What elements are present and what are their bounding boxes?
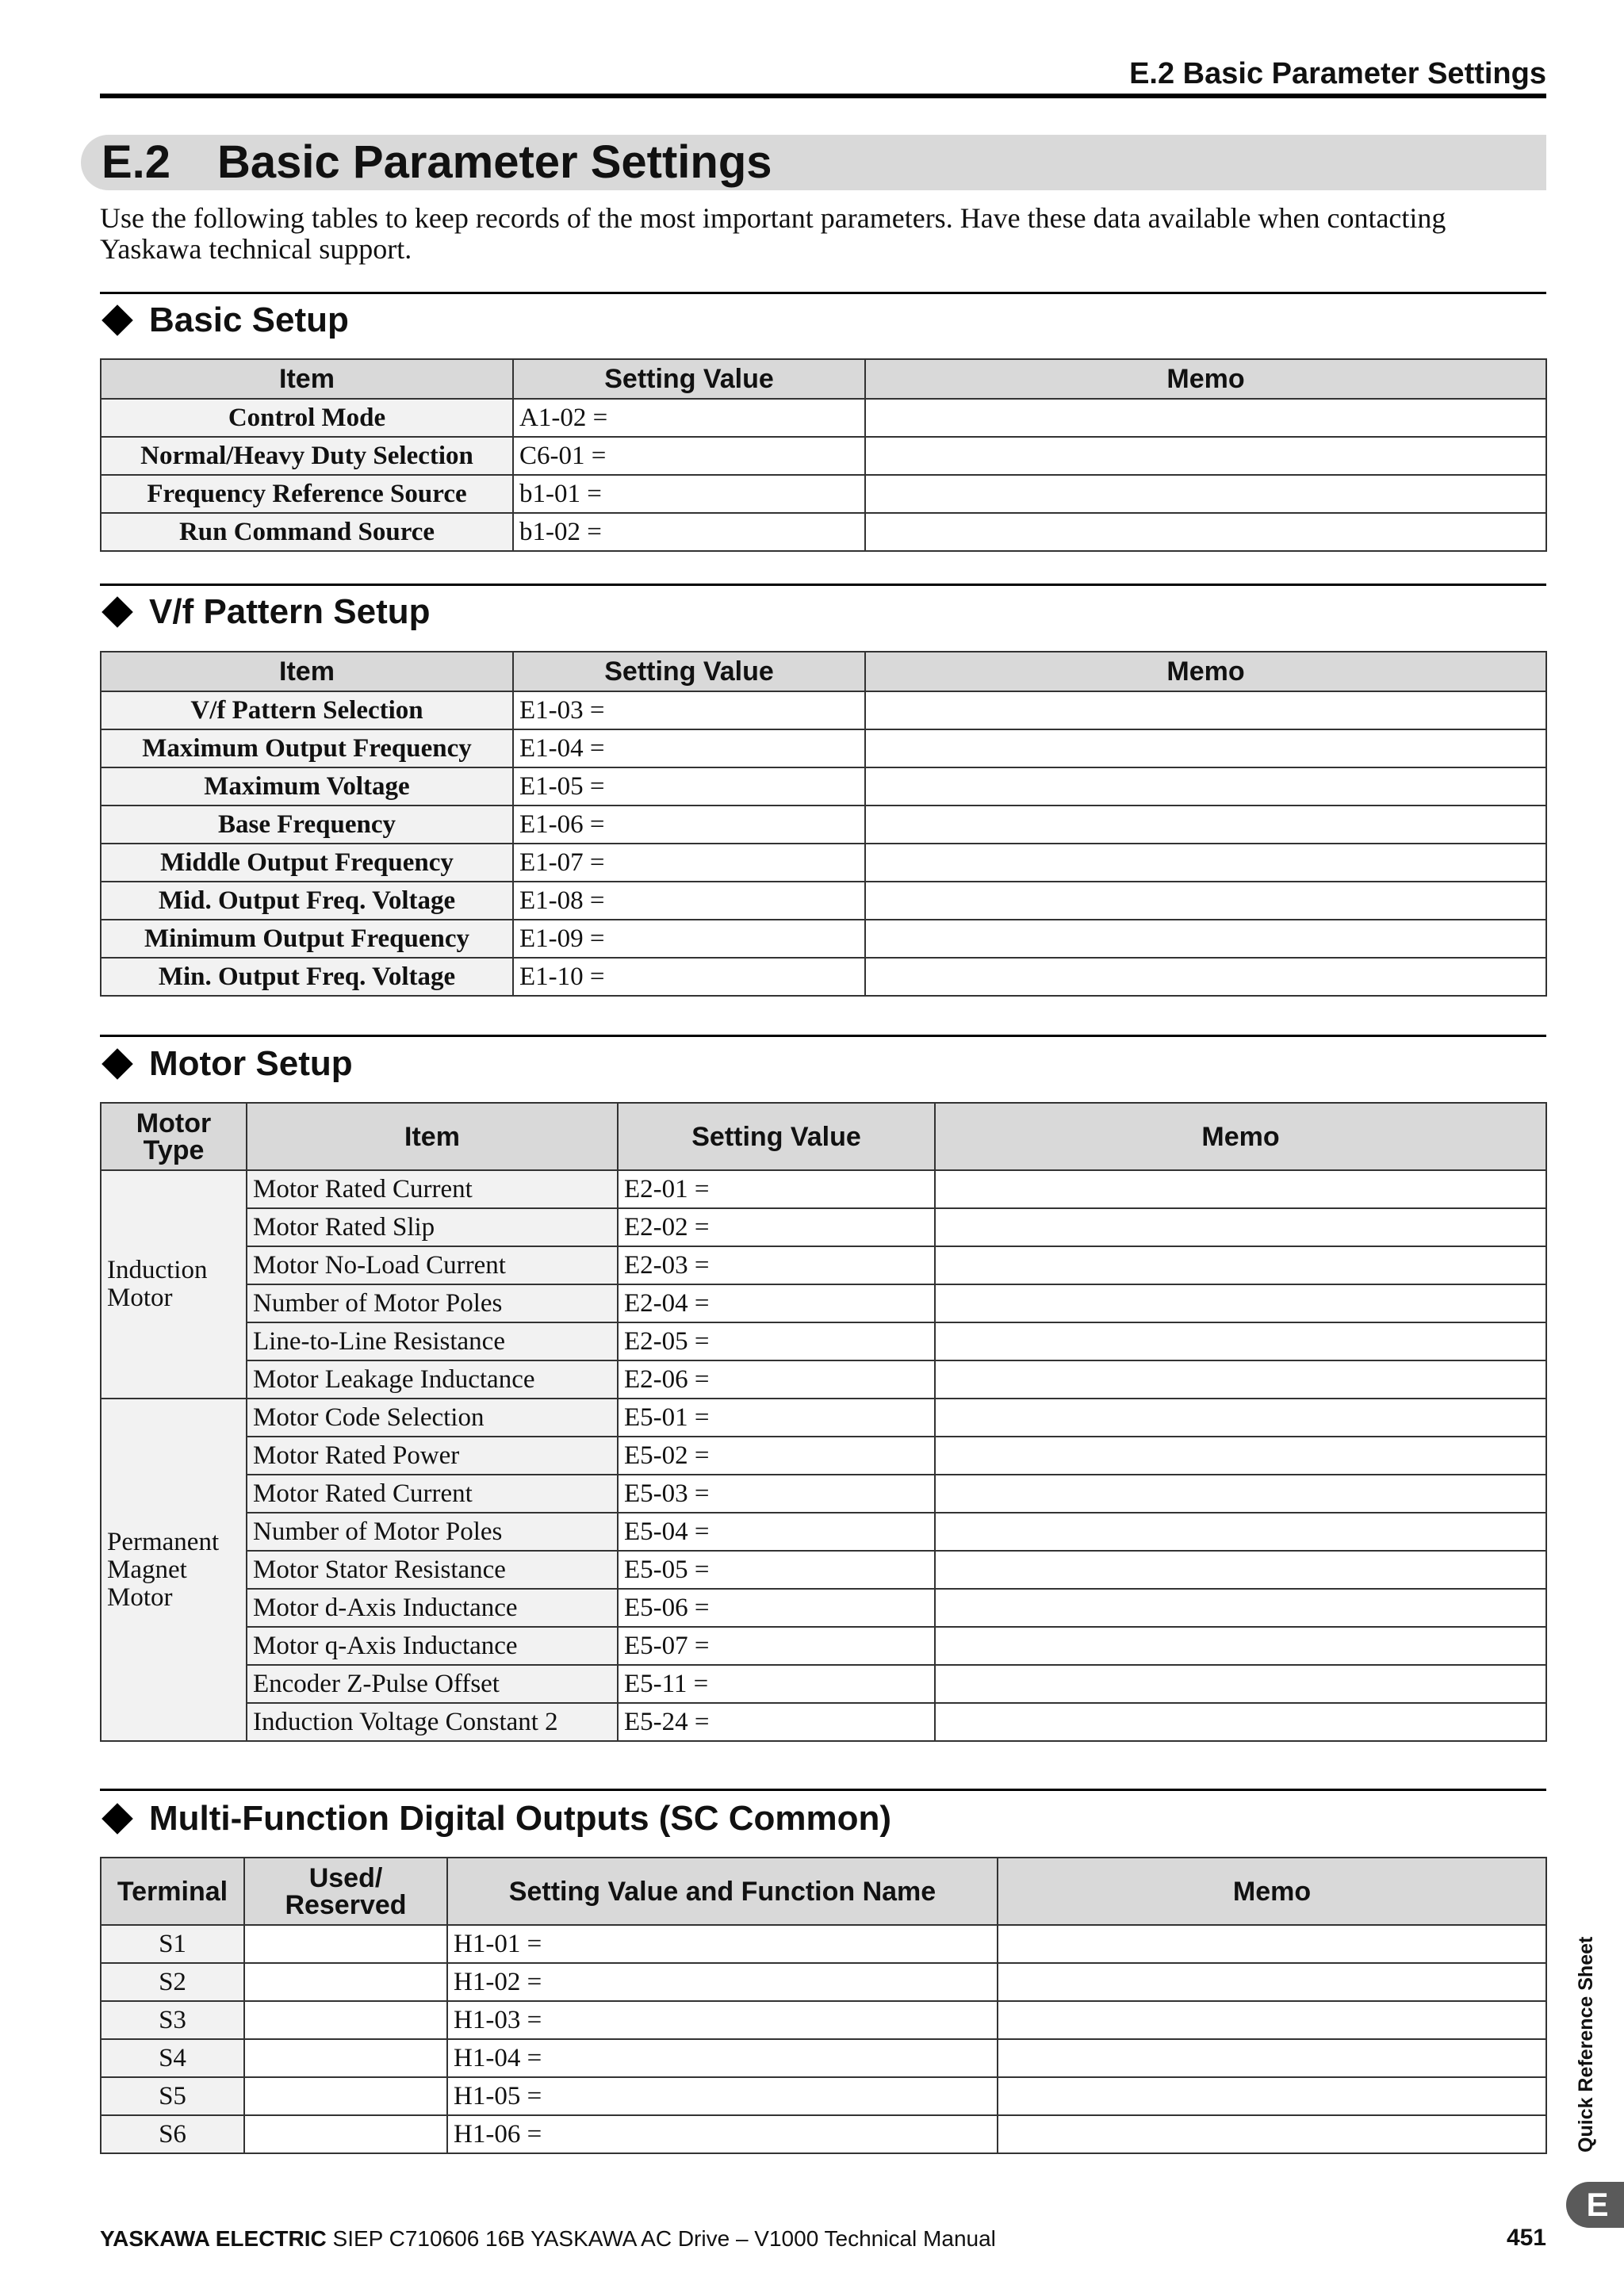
terminal-cell: S5 bbox=[101, 2077, 244, 2115]
memo-field[interactable] bbox=[935, 1208, 1546, 1246]
table-row bbox=[101, 1399, 1546, 1437]
memo-field[interactable] bbox=[935, 1665, 1546, 1703]
memo-field[interactable] bbox=[998, 2039, 1546, 2077]
table-row bbox=[101, 2001, 1546, 2039]
table-row bbox=[101, 1551, 1546, 1589]
section-heading-basic-setup bbox=[100, 300, 349, 341]
setting-value-cell: E1-05 = bbox=[513, 767, 865, 806]
section-rule bbox=[100, 584, 1546, 586]
heading-text: Multi-Function Digital Outputs (SC Common) bbox=[149, 1799, 892, 1838]
memo-field[interactable] bbox=[998, 2077, 1546, 2115]
section-rule bbox=[100, 1035, 1546, 1037]
table-row bbox=[101, 729, 1546, 767]
item-cell: Middle Output Frequency bbox=[101, 844, 513, 882]
table-row bbox=[101, 806, 1546, 844]
used-reserved-field[interactable] bbox=[244, 2001, 447, 2039]
vf-pattern-setup-table bbox=[100, 651, 1547, 997]
item-cell: Run Command Source bbox=[101, 513, 513, 551]
setting-value-cell: E5-03 = bbox=[618, 1475, 935, 1513]
setting-value-cell: E5-01 = bbox=[618, 1399, 935, 1437]
terminal-cell: S4 bbox=[101, 2039, 244, 2077]
column-header-memo: Memo bbox=[998, 1858, 1546, 1925]
running-header: E.2 Basic Parameter Settings bbox=[1129, 57, 1546, 90]
memo-field[interactable] bbox=[865, 844, 1546, 882]
column-header-motor-type: Motor Type bbox=[101, 1103, 247, 1170]
chapter-tab-e: E bbox=[1566, 2182, 1624, 2228]
used-reserved-field[interactable] bbox=[244, 1963, 447, 2001]
memo-field[interactable] bbox=[998, 2115, 1546, 2153]
column-header-used-reserved: Used/ Reserved bbox=[244, 1858, 447, 1925]
item-cell: Motor Rated Slip bbox=[247, 1208, 618, 1246]
item-cell: Number of Motor Poles bbox=[247, 1284, 618, 1322]
terminal-cell: S6 bbox=[101, 2115, 244, 2153]
footer-text: SIEP C710606 16B YASKAWA AC Drive – V1000 Technical Manual bbox=[326, 2226, 996, 2251]
memo-field[interactable] bbox=[865, 958, 1546, 996]
setting-value-cell: E5-04 = bbox=[618, 1513, 935, 1551]
side-tab-label: Quick Reference Sheet bbox=[1575, 1936, 1597, 2152]
item-cell: Frequency Reference Source bbox=[101, 475, 513, 513]
table-row bbox=[101, 1208, 1546, 1246]
memo-field[interactable] bbox=[935, 1703, 1546, 1741]
diamond-bullet-icon bbox=[102, 596, 133, 628]
digital-outputs-table bbox=[100, 1857, 1547, 2154]
memo-field[interactable] bbox=[865, 437, 1546, 475]
item-cell: Min. Output Freq. Voltage bbox=[101, 958, 513, 996]
table-row bbox=[101, 920, 1546, 958]
memo-field[interactable] bbox=[865, 399, 1546, 437]
item-cell: Normal/Heavy Duty Selection bbox=[101, 437, 513, 475]
memo-field[interactable] bbox=[935, 1284, 1546, 1322]
setting-value-cell: C6-01 = bbox=[513, 437, 865, 475]
table-row bbox=[101, 1246, 1546, 1284]
item-cell: Minimum Output Frequency bbox=[101, 920, 513, 958]
table-row bbox=[101, 1437, 1546, 1475]
item-cell: Motor Rated Current bbox=[247, 1475, 618, 1513]
memo-field[interactable] bbox=[865, 729, 1546, 767]
column-header-setting-value: Setting Value bbox=[618, 1103, 935, 1170]
setting-value-cell: H1-02 = bbox=[447, 1963, 998, 2001]
setting-value-cell: E5-02 = bbox=[618, 1437, 935, 1475]
memo-field[interactable] bbox=[935, 1475, 1546, 1513]
item-cell: Induction Voltage Constant 2 bbox=[247, 1703, 618, 1741]
setting-value-cell: H1-01 = bbox=[447, 1925, 998, 1963]
setting-value-cell: E2-01 = bbox=[618, 1170, 935, 1208]
item-cell: Motor Code Selection bbox=[247, 1399, 618, 1437]
setting-value-cell: E5-05 = bbox=[618, 1551, 935, 1589]
memo-field[interactable] bbox=[865, 920, 1546, 958]
column-header-item: Item bbox=[101, 359, 513, 399]
item-cell: V/f Pattern Selection bbox=[101, 691, 513, 729]
column-header-setting-value: Setting Value bbox=[513, 359, 865, 399]
memo-field[interactable] bbox=[865, 691, 1546, 729]
column-header-setting-function: Setting Value and Function Name bbox=[447, 1858, 998, 1925]
memo-field[interactable] bbox=[998, 1925, 1546, 1963]
setting-value-cell: E1-06 = bbox=[513, 806, 865, 844]
column-header-terminal: Terminal bbox=[101, 1858, 244, 1925]
footer bbox=[100, 2226, 996, 2252]
setting-value-cell: E2-03 = bbox=[618, 1246, 935, 1284]
memo-field[interactable] bbox=[935, 1627, 1546, 1665]
memo-field[interactable] bbox=[935, 1513, 1546, 1551]
table-row bbox=[101, 882, 1546, 920]
section-title-text: Basic Parameter Settings bbox=[217, 136, 772, 188]
heading-text: V/f Pattern Setup bbox=[149, 592, 431, 631]
terminal-cell: S2 bbox=[101, 1963, 244, 2001]
item-cell: Number of Motor Poles bbox=[247, 1513, 618, 1551]
setting-value-cell: E1-07 = bbox=[513, 844, 865, 882]
page-number: 451 bbox=[1506, 2225, 1546, 2251]
used-reserved-field[interactable] bbox=[244, 2115, 447, 2153]
table-row bbox=[101, 1665, 1546, 1703]
table-row bbox=[101, 1589, 1546, 1627]
setting-value-cell: E1-03 = bbox=[513, 691, 865, 729]
item-cell: Motor q-Axis Inductance bbox=[247, 1627, 618, 1665]
diamond-bullet-icon bbox=[102, 304, 133, 336]
memo-field[interactable] bbox=[865, 806, 1546, 844]
table-row bbox=[101, 1627, 1546, 1665]
setting-value-cell: H1-06 = bbox=[447, 2115, 998, 2153]
memo-field[interactable] bbox=[865, 882, 1546, 920]
setting-value-cell: b1-02 = bbox=[513, 513, 865, 551]
memo-field[interactable] bbox=[935, 1399, 1546, 1437]
memo-field[interactable] bbox=[935, 1170, 1546, 1208]
table-row bbox=[101, 958, 1546, 996]
table-row bbox=[101, 691, 1546, 729]
item-cell: Control Mode bbox=[101, 399, 513, 437]
memo-field[interactable] bbox=[998, 1963, 1546, 2001]
section-heading-vf-pattern-setup bbox=[100, 591, 431, 633]
table-row bbox=[101, 2039, 1546, 2077]
table-row bbox=[101, 399, 1546, 437]
table-row bbox=[101, 1284, 1546, 1322]
setting-value-cell: H1-03 = bbox=[447, 2001, 998, 2039]
column-header-item: Item bbox=[101, 652, 513, 691]
setting-value-cell: E5-07 = bbox=[618, 1627, 935, 1665]
column-header-setting-value: Setting Value bbox=[513, 652, 865, 691]
setting-value-cell: E2-05 = bbox=[618, 1322, 935, 1360]
heading-text: Basic Setup bbox=[149, 300, 349, 339]
table-row bbox=[101, 2077, 1546, 2115]
setting-value-cell: E5-06 = bbox=[618, 1589, 935, 1627]
column-header-memo: Memo bbox=[865, 359, 1546, 399]
setting-value-cell: H1-04 = bbox=[447, 2039, 998, 2077]
table-row bbox=[101, 437, 1546, 475]
memo-field[interactable] bbox=[865, 513, 1546, 551]
memo-field[interactable] bbox=[935, 1551, 1546, 1589]
memo-field[interactable] bbox=[935, 1589, 1546, 1627]
table-row bbox=[101, 1475, 1546, 1513]
terminal-cell: S1 bbox=[101, 1925, 244, 1963]
table-row bbox=[101, 1170, 1546, 1208]
column-header-memo: Memo bbox=[865, 652, 1546, 691]
section-rule bbox=[100, 1789, 1546, 1791]
memo-field[interactable] bbox=[865, 475, 1546, 513]
section-rule bbox=[100, 292, 1546, 294]
table-row bbox=[101, 1360, 1546, 1399]
section-number: E.2 bbox=[102, 136, 171, 188]
motor-type-induction-motor: Induction Motor bbox=[101, 1170, 247, 1399]
memo-field[interactable] bbox=[865, 767, 1546, 806]
memo-field[interactable] bbox=[935, 1246, 1546, 1284]
item-cell: Motor Stator Resistance bbox=[247, 1551, 618, 1589]
used-reserved-field[interactable] bbox=[244, 2039, 447, 2077]
setting-value-cell: b1-01 = bbox=[513, 475, 865, 513]
item-cell: Base Frequency bbox=[101, 806, 513, 844]
heading-text: Motor Setup bbox=[149, 1044, 353, 1083]
motor-setup-table bbox=[100, 1102, 1547, 1742]
memo-field[interactable] bbox=[935, 1437, 1546, 1475]
table-row bbox=[101, 475, 1546, 513]
table-row bbox=[101, 844, 1546, 882]
used-reserved-field[interactable] bbox=[244, 2077, 447, 2115]
item-cell: Encoder Z-Pulse Offset bbox=[247, 1665, 618, 1703]
setting-value-cell: E2-02 = bbox=[618, 1208, 935, 1246]
page-title bbox=[102, 135, 772, 190]
setting-value-cell: H1-05 = bbox=[447, 2077, 998, 2115]
setting-value-cell: A1-02 = bbox=[513, 399, 865, 437]
item-cell: Mid. Output Freq. Voltage bbox=[101, 882, 513, 920]
setting-value-cell: E5-24 = bbox=[618, 1703, 935, 1741]
item-cell: Motor d-Axis Inductance bbox=[247, 1589, 618, 1627]
table-row bbox=[101, 513, 1546, 551]
diamond-bullet-icon bbox=[102, 1803, 133, 1835]
table-row bbox=[101, 1703, 1546, 1741]
table-row bbox=[101, 2115, 1546, 2153]
table-row bbox=[101, 1925, 1546, 1963]
memo-field[interactable] bbox=[935, 1322, 1546, 1360]
table-row bbox=[101, 1322, 1546, 1360]
setting-value-cell: E2-04 = bbox=[618, 1284, 935, 1322]
column-header-item: Item bbox=[247, 1103, 618, 1170]
used-reserved-field[interactable] bbox=[244, 1925, 447, 1963]
header-rule bbox=[100, 94, 1546, 98]
item-cell: Maximum Output Frequency bbox=[101, 729, 513, 767]
item-cell: Motor No-Load Current bbox=[247, 1246, 618, 1284]
setting-value-cell: E1-10 = bbox=[513, 958, 865, 996]
setting-value-cell: E1-09 = bbox=[513, 920, 865, 958]
setting-value-cell: E5-11 = bbox=[618, 1665, 935, 1703]
memo-field[interactable] bbox=[998, 2001, 1546, 2039]
intro-paragraph: Use the following tables to keep records of the most important parameters. Have these data available when contacting Yaskawa technical support. bbox=[100, 202, 1446, 265]
terminal-cell: S3 bbox=[101, 2001, 244, 2039]
setting-value-cell: E1-04 = bbox=[513, 729, 865, 767]
item-cell: Line-to-Line Resistance bbox=[247, 1322, 618, 1360]
item-cell: Motor Rated Power bbox=[247, 1437, 618, 1475]
section-heading-motor-setup bbox=[100, 1043, 353, 1085]
setting-value-cell: E2-06 = bbox=[618, 1360, 935, 1399]
table-row bbox=[101, 1513, 1546, 1551]
column-header-memo: Memo bbox=[935, 1103, 1546, 1170]
footer-brand: YASKAWA ELECTRIC bbox=[100, 2226, 327, 2251]
item-cell: Motor Leakage Inductance bbox=[247, 1360, 618, 1399]
item-cell: Motor Rated Current bbox=[247, 1170, 618, 1208]
table-row bbox=[101, 767, 1546, 806]
basic-setup-table bbox=[100, 358, 1547, 552]
memo-field[interactable] bbox=[935, 1360, 1546, 1399]
diamond-bullet-icon bbox=[102, 1048, 133, 1080]
section-heading-digital-outputs bbox=[100, 1798, 891, 1839]
setting-value-cell: E1-08 = bbox=[513, 882, 865, 920]
item-cell: Maximum Voltage bbox=[101, 767, 513, 806]
table-row bbox=[101, 1963, 1546, 2001]
motor-type-permanent-magnet-motor: Permanent Magnet Motor bbox=[101, 1399, 247, 1741]
